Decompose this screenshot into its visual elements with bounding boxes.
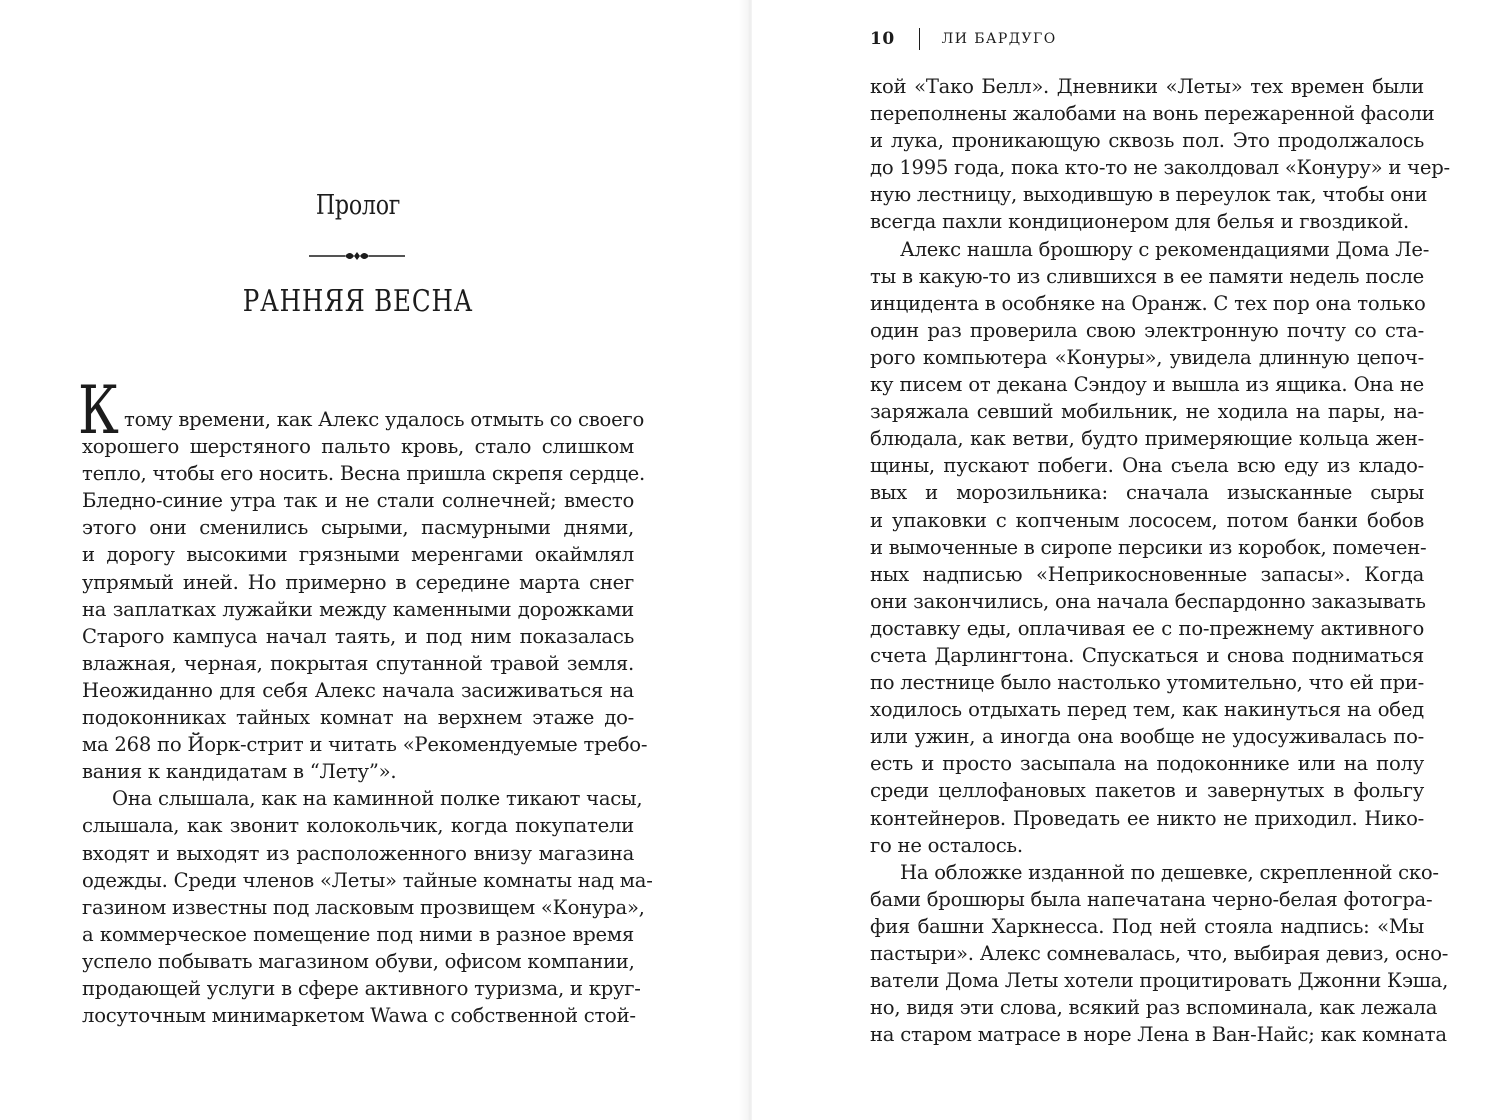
left-page [0,0,748,1120]
text-line: вых и морозильника: сначала изысканные сыры [870,481,1424,505]
text-line: газином известны под ласковым прозвищем «Конура», [82,895,645,919]
text-line: ма 268 по Йорк-стрит и читать «Рекомендуемые требо- [82,733,648,757]
text-line: Бледно-синие утра так и не стали солнечней; вместо [82,489,634,513]
paragraph [82,785,653,1029]
text-line: одежды. Среди членов «Леты» тайные комнаты над ма- [82,868,653,892]
text-line: ную лестницу, выходившую в переулок так, чтобы они [870,183,1428,207]
text-line: фия башни Харкнесса. Под ней стояла надпись: «Мы [870,914,1424,938]
text-line: лосуточным минимаркетом Wawa с собственной стой- [82,1004,636,1028]
text-line: есть и просто засыпала на подоконнике или на полу [870,752,1424,776]
ornament-divider-icon [307,248,407,264]
paragraph [870,859,1449,1049]
text-line: и лука, проникающую сквозь пол. Это продолжалось [870,129,1424,153]
text-line: ку писем от декана Сэндоу и вышла из ящика. Она не [870,373,1424,397]
text-line: заряжала севший мобильник, не ходила на пары, на- [870,400,1424,424]
text-line: на старом матрасе в норе Лена в Ван-Найс; как комната [870,1023,1447,1047]
text-line: хорошего шерстяного пальто кровь, стало слишком [82,435,634,459]
drop-cap: К [78,372,119,449]
page-number: 10 [870,29,895,49]
text-line: упрямый иней. Но примерно в середине марта снег [82,570,634,594]
text-line: они закончились, она начала беспардонно заказывать [870,589,1426,613]
text-line: рого компьютера «Конуры», увидела длинную цепоч- [870,345,1424,369]
text-line: этого они сменились сырыми, пасмурными днями, [82,516,634,540]
text-line: контейнеров. Проведать ее никто не приходил. Нико- [870,806,1424,830]
text-line: Старого кампуса начал таять, и под ним показалась [82,624,634,648]
text-line: ходилось отдыхать перед тем, как накинуться на обед [870,698,1424,722]
chapter-label: Пролог [315,190,401,221]
text-line: инцидента в особняке на Оранж. С тех пор она только [870,291,1426,315]
text-line: доставку еды, оплачивая ее с по-прежнему активного [870,616,1424,640]
text-line: и упаковки с копченым лососем, потом банки бобов [870,508,1424,532]
text-line: до 1995 года, пока кто-то не заколдовал «Конуру» и чер- [870,156,1450,180]
text-line: Она слышала, как на каминной полке тикают часы, [112,787,643,811]
text-line: влажная, черная, покрытая спутанной травой земля. [82,651,634,675]
text-line: бами брошюры была напечатана черно-белая фотогра- [870,887,1433,911]
header-divider [919,28,920,50]
chapter-title: РАННЯЯ ВЕСНА [242,284,474,319]
text-line: но, видя эти слова, всякий раз вспоминала, как лежала [870,996,1438,1020]
paragraph [82,406,648,785]
text-line: кой «Тако Белл». Дневники «Леты» тех времен были [870,75,1424,98]
paragraph [870,73,1450,236]
text-line: а коммерческое помещение под ними в разное время [82,922,634,946]
text-line: и вымоченные в сиропе персики из коробок, помечен- [870,535,1427,559]
text-line: успело побывать магазином обуви, офисом компании, [82,949,635,973]
text-line: ных надписью «Неприкосновенные запасы». Когда [870,562,1424,586]
text-line: среди целлофановых пакетов и завернутых в фольгу [870,779,1424,803]
text-line: Неожиданно для себя Алекс начала засиживаться на [82,678,634,702]
text-line: На обложке изданной по дешевке, скрепленной ско- [900,860,1439,884]
text-line: щины, пускают побеги. Она съела всю еду из кладо- [870,454,1424,478]
text-line: по лестнице было настолько утомительно, что ей при- [870,671,1424,695]
text-line: или ужин, а иногда она вообще не удосуживалась по- [870,725,1424,749]
running-head-author: ЛИ БАРДУГО [941,31,1057,47]
text-line: Алекс нашла брошюру с рекомендациями Дома Ле- [900,237,1430,261]
text-line: один раз проверила свою электронную почту со ста- [870,318,1424,342]
text-line: продающей услуги в сфере активного туризма, и круг- [82,976,641,1000]
text-line: счета Дарлингтона. Спускаться и снова подниматься [870,643,1424,667]
paragraph [870,236,1430,859]
text-line: и дорогу высокими грязными меренгами окаймлял [82,543,634,567]
left-body-text [82,406,653,1029]
text-line: переполнены жалобами на вонь пережаренной фасоли [870,102,1435,126]
text-line: ты в какую-то из слившихся в ее памяти недель после [870,264,1424,288]
text-line: всегда пахли кондиционером для белья и гвоздикой. [870,210,1409,234]
text-line: пастыри». Алекс сомневалась, что, выбирая девиз, осно- [870,942,1449,965]
text-line: блюдала, как ветви, будто примеряющие кольца жен- [870,427,1424,451]
text-line: слышала, как звонит колокольчик, когда покупатели [82,814,634,838]
text-line: ватели Дома Леты хотели процитировать Джонни Кэша, [870,969,1449,993]
text-line: входят и выходят из расположенного внизу магазина [82,841,634,865]
text-line: подоконниках тайных комнат на верхнем этаже до- [82,706,634,730]
text-line: на заплатках лужайки между каменными дорожками [82,597,634,621]
running-header [870,26,1057,52]
text-line: тепло, чтобы его носить. Весна пришла скрепя сердце. [82,462,645,486]
text-line: го не осталось. [870,833,1023,857]
text-line: вания к кандидатам в “Лету”». [82,760,397,784]
right-body-text [870,73,1450,1048]
text-line: тому времени, как Алекс удалось отмыть со своего [124,408,644,431]
